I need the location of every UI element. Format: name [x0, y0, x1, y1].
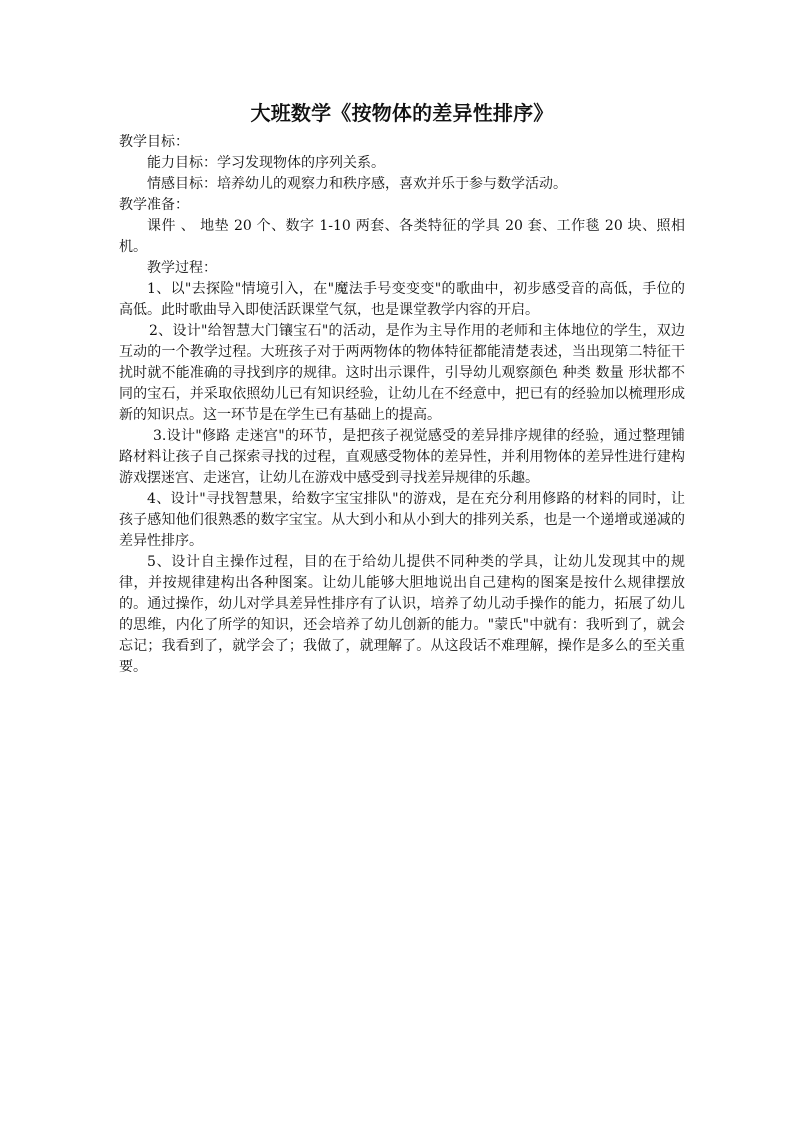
- prep-heading: 教学准备：: [119, 197, 189, 213]
- process-heading: 教学过程：: [147, 260, 217, 276]
- process-step-3: 3.设计"修路 走迷宫"的环节，是把孩子视觉感受的差异排序规律的经验，通过整理铺路材料让孩子自己探索寻找的过程，直观感受物体的差异性，并利用物体的差异性进行建构游戏摆迷宫、走迷宫，让幼儿在游戏中感受到寻找差异规律的乐趣。: [119, 428, 685, 486]
- goal-ability: 能力目标：学习发现物体的序列关系。: [147, 155, 385, 171]
- process-step-5: 5、设计自主操作过程，目的在于给幼儿提供不同种类的学具，让幼儿发现其中的规律，并按规律建构出各种图案。让幼儿能够大胆地说出自己建构的图案是按什么规律摆放的。通过操作，幼儿对学具差异性排序有了认识，培养了幼儿动手操作的能力，拓展了幼儿的思维，内化了所学的知识，还会培养了幼儿创新的能力。"蒙氏"中就有：我听到了，就会忘记；我看到了，就学会了；我做了，就理解了。从这段话不难理解，操作是多么的至关重要。: [119, 554, 685, 675]
- goals-heading: 教学目标：: [119, 134, 189, 150]
- process-step-4: 4、设计"寻找智慧果，给数字宝宝排队"的游戏，是在充分利用修路的材料的同时，让孩子感知他们很熟悉的数字宝宝。从大到小和从小到大的排列关系，也是一个递增或递减的差异性排序。: [119, 491, 685, 549]
- prep-content: 课件 、 地垫 20 个、数字 1-10 两套、各类特征的学具 20 套、工作毯 20 块、照相机。: [119, 218, 685, 255]
- process-step-2: 2、设计"给智慧大门镶宝石"的活动，是作为主导作用的老师和主体地位的学生，双边互动的一个教学过程。大班孩子对于两两物体的物体特征都能清楚表述，当出现第二特征干扰时就不能准确的寻找到序的规律。这时出示课件，引导幼儿观察颜色 种类 数量 形状都不同的宝石，并采取依照幼儿已有知识经验，让幼儿在不经意中，把已有的经验加以梳理形成新的知识点。这一环节是在学生已有基础上的提高。: [119, 323, 685, 423]
- document-page: [119, 100, 685, 678]
- goal-emotion: 情感目标：培养幼儿的观察力和秩序感，喜欢并乐于参与数学活动。: [147, 176, 567, 192]
- document-title: 大班数学《按物体的差异性排序》: [250, 101, 554, 125]
- process-step-1: 1、以"去探险"情境引入，在"魔法手号变变变"的歌曲中，初步感受音的高低，手位的高低。此时歌曲导入即使活跃课堂气氛，也是课堂教学内容的开启。: [119, 281, 685, 318]
